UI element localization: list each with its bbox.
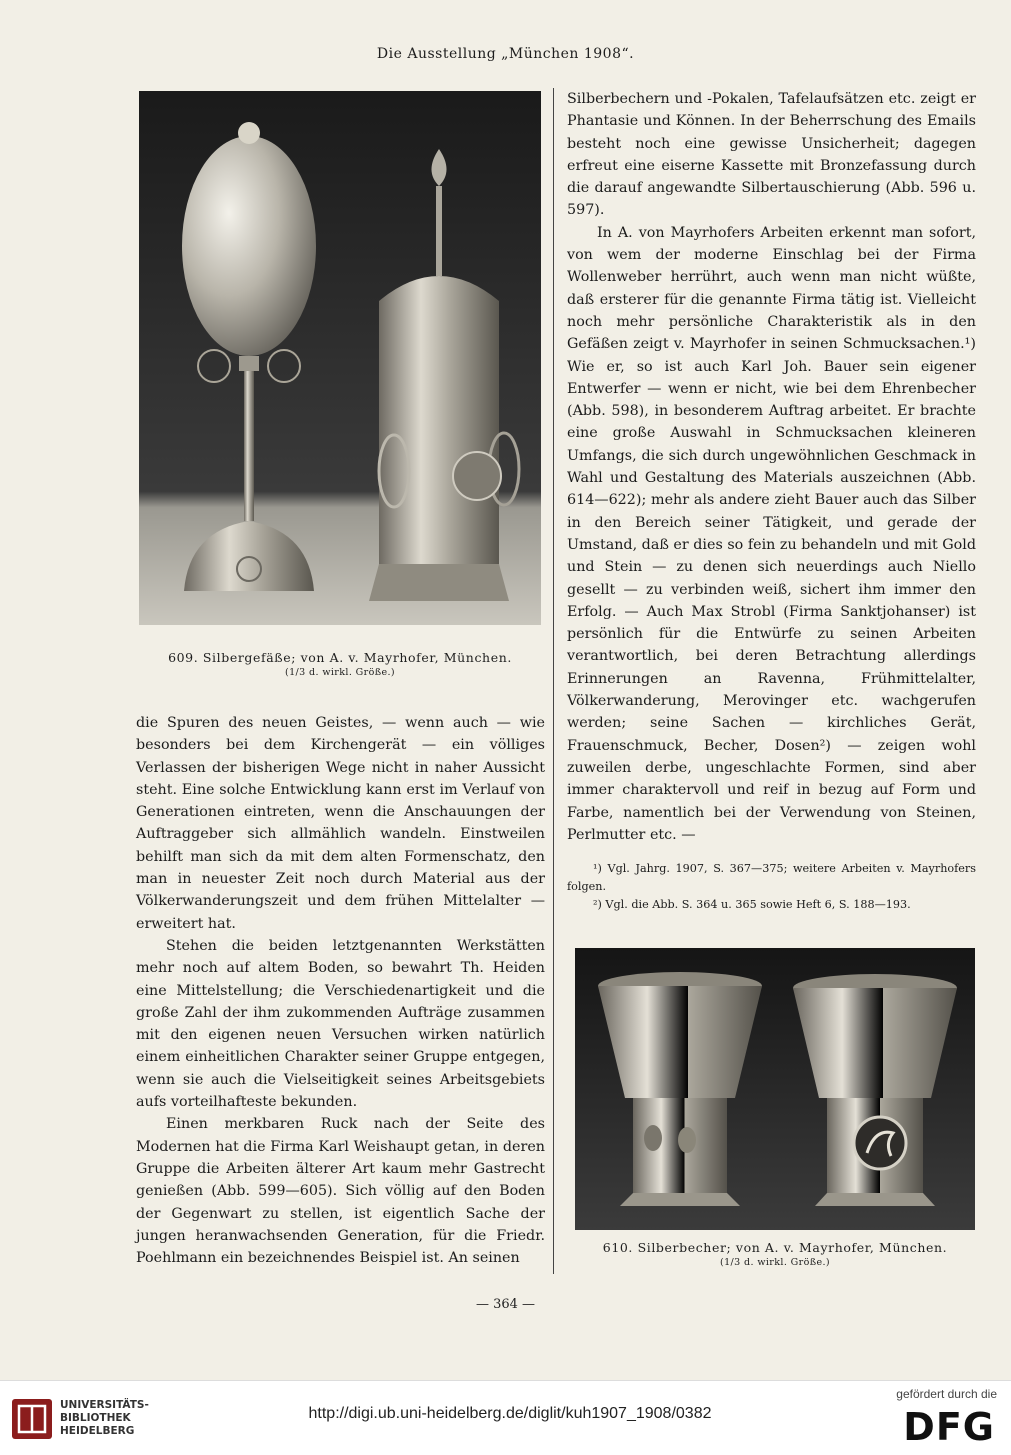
footnote-1: ¹) Vgl. Jahrg. 1907, S. 367—375; weitere Arbeiten v. Mayrhofers folgen. (567, 862, 976, 893)
figure-609-photo (139, 91, 541, 625)
figure-610-caption-text: 610. Silberbecher; von A. v. Mayrhofer, München. (602, 1240, 948, 1255)
left-paragraph-2: Stehen die beiden letztgenannten Werkstätten mehr noch auf altem Boden, so bewahrt Th. Heiden eine Mittelstellung; die Verschiedenartigkeit und die große Zahl der ihm zukommenden Aufträge zusammen mit den eigenen neuen Versuchen wirken natürlich einem einheitlichen Charakter seiner Gruppe entgegen, wenn sie auch die Vielseitigkeit seines Arbeitsgebiets aufs vorteilhafteste bekunden. (136, 937, 545, 1111)
dfg-logo[interactable]: DFG (903, 1405, 995, 1449)
left-paragraph-1: die Spuren des neuen Geistes, — wenn auch — wie besonders bei dem Kirchengerät — ein völliges Verlassen der bisherigen Wege nicht in naher Aussicht steht. Eine solche Entwicklung kann erst im Verlauf von Generationen eintreten, wenn die Anschauungen der Auftraggeber sich allmählich wandeln. Einstweilen behilft man sich da mit dem alten Formenschatz, den man in neuester Zeit noch durch Material aus der Völkerwanderungszeit und dem frühen Mittelalter — erweitert hat. (136, 715, 545, 932)
funded-by-label: gefördert durch die (896, 1387, 997, 1401)
permalink-url[interactable]: http://digi.ub.uni-heidelberg.de/diglit/kuh1907_1908/0382 (308, 1405, 712, 1422)
figure-610-photo (575, 948, 975, 1230)
silver-beakers-illustration (575, 948, 975, 1230)
right-column-text (567, 88, 976, 846)
library-name-line-1: UNIVERSITÄTS- (60, 1399, 149, 1411)
library-logo[interactable] (10, 1395, 170, 1445)
figure-610-subcaption: (1/3 d. wirkl. Größe.) (719, 1257, 831, 1268)
running-head: Die Ausstellung „München 1908“. (376, 46, 635, 62)
library-name-line-3: HEIDELBERG (60, 1425, 135, 1437)
footnote-2: ²) Vgl. die Abb. S. 364 u. 365 sowie Heft 6, S. 188—193. (593, 898, 911, 911)
left-paragraph-3: Einen merkbaren Ruck nach der Seite des Modernen hat die Firma Karl Weishaupt getan, in deren Gruppe die Arbeiten älterer Art kaum mehr Gastrecht genießen (Abb. 599—605). Sich völlig auf den Boden der Gegenwart zu stellen, ist eigentlich Sache der jungen heranwachsenden Generation, für die Friedr. Poehlmann ein bezeichnendes Beispiel ist. An seinen (136, 1116, 545, 1267)
university-library-seal-icon (10, 1397, 54, 1441)
right-paragraph-2: In A. von Mayrhofers Arbeiten erkennt man sofort, von wem der moderne Einschlag bei der Firma Wollenweber herrührt, auch wenn man nicht wüßte, daß ersterer für die genannte Firma tätig ist. Vielleicht noch mehr persönliche Charakteristik als in den Gefäßen zeigt v. Mayrhofer in seinen Schmucksachen.¹) Wie er, so ist auch Karl Joh. Bauer sein eigener Entwerfer — wenn er nicht, wie bei dem Ehrenbecher (Abb. 598), in besonderem Auftrag arbeitet. Er brachte eine große Auswahl in Schmucksachen kleineren Umfangs, die sich durch ungewöhnlichen Geschmack in Wahl und Gestaltung des Materials auszeichnen (Abb. 614—622); mehr als andere zieht Bauer auch das Silber in den Bereich seiner Tätigkeit, und gerade der Umstand, daß er dies so fein zu behandeln und mit Gold und Stein — zu denen sich neuerdings auch Niello gesellt — zu verbinden weiß, sichert ihm immer den Erfolg. — Auch Max Strobl (Firma Sanktjohanser) ist persönlich für die Entwürfe zu seinen Arbeiten verantwortlich, bei deren Betrachtung allerdings Erinnerungen an Ravenna, Frühmittelalter, Völkerwanderung, Merovinger etc. wachgerufen werden; seine Sachen — kirchliches Gerät, Frauenschmuck, Becher, Dosen²) — zeigen wohl zuweilen derbe, ungeschlachte Formen, sind aber immer charaktervoll und reif in bezug auf Form und Farbe, namentlich bei der Verwendung von Steinen, Perlmutter etc. — (567, 224, 976, 843)
figure-609-caption (139, 650, 541, 678)
right-paragraph-1: Silberbechern und -Pokalen, Tafelaufsätzen etc. zeigt er Phantasie und Können. In der Beherrschung des Emails besteht noch eine gewisse Unsicherheit; dagegen erfreut eine eiserne Kassette mit Bronzefassung durch die darauf angewandte Silbertauschierung (Abb. 596 u. 597). (567, 91, 976, 219)
figure-609-subcaption: (1/3 d. wirkl. Größe.) (284, 667, 396, 678)
digitization-footer (0, 1380, 1011, 1455)
footnotes (567, 860, 976, 914)
left-column-text (136, 712, 545, 1269)
column-rule (553, 88, 554, 1274)
figure-609-caption-text: 609. Silbergefäße; von A. v. Mayrhofer, München. (168, 650, 512, 665)
library-name (60, 1399, 149, 1438)
silver-vessels-illustration (139, 91, 541, 625)
figure-610-caption (575, 1240, 975, 1268)
library-name-line-2: BIBLIOTHEK (60, 1412, 131, 1424)
page-number: — 364 — (475, 1297, 536, 1312)
